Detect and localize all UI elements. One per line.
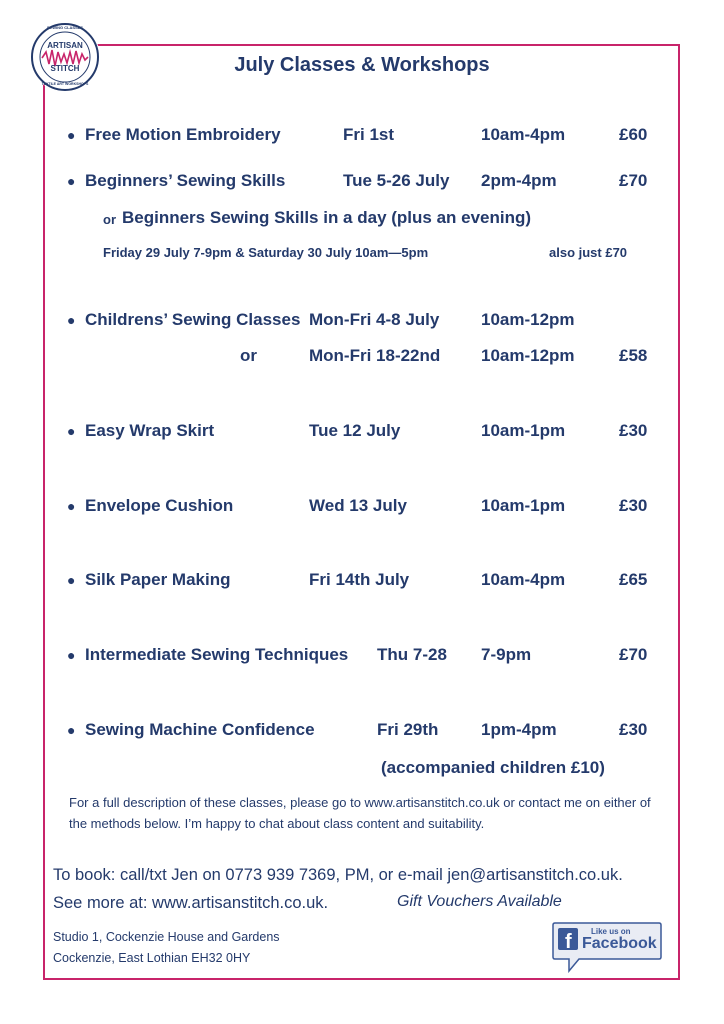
facebook-label: Facebook [582,935,657,952]
class-date: Tue 5-26 July [343,171,450,190]
beginners-alt-dates: Friday 29 July 7-9pm & Saturday 30 July 10am—5pm [103,245,429,260]
class-time: 7-9pm [481,645,532,664]
class-price: £30 [619,496,648,515]
class-time: 10am-1pm [481,496,566,515]
class-name: Silk Paper Making [85,570,231,589]
class-price: £65 [619,570,648,589]
class-date: Wed 13 July [309,496,407,515]
bullet-icon: ● [67,173,76,189]
svg-text:f: f [565,931,572,953]
beginners-alt-price: also just £70 [549,245,628,260]
class-name: Intermediate Sewing Techniques [85,645,349,664]
facebook-like-button[interactable] [551,921,663,973]
beginners-alt-title: Beginners Sewing Skills in a day (plus an evening) [122,208,532,227]
class-date: Tue 12 July [309,421,401,440]
class-price: £60 [619,125,648,144]
class-name: Childrens’ Sewing Classes [85,310,301,329]
beginners-or: or [103,212,116,227]
bullet-icon: ● [67,423,76,439]
page-title: July Classes & Workshops [234,54,490,76]
childrens-or: or [240,346,257,365]
bullet-icon: ● [67,722,76,738]
confidence-note: (accompanied children £10) [381,758,605,777]
class-price: £30 [619,720,648,739]
class-time: 1pm-4pm [481,720,557,739]
childrens-alt-time: 10am-12pm [481,346,575,365]
see-more-text: See more at: www.artisanstitch.co.uk. [53,894,329,912]
class-name: Envelope Cushion [85,496,234,515]
class-date: Thu 7-28 [377,645,447,664]
booking-text: To book: call/txt Jen on 0773 939 7369, PM, or e-mail jen@artisanstitch.co.uk. [53,866,623,884]
description-text: For a full description of these classes, please go to www.artisanstitch.co.uk or contact me on either of the methods below. I’m happy to chat about class content and suitability. [69,795,651,831]
bullet-icon: ● [67,498,76,514]
gift-vouchers-text: Gift Vouchers Available [397,893,562,910]
class-time: 10am-4pm [481,125,566,144]
bullet-icon: ● [67,647,76,663]
class-date: Fri 29th [377,720,439,739]
class-price: £70 [619,171,648,190]
class-time: 10am-1pm [481,421,566,440]
class-price: £30 [619,421,648,440]
class-date: Fri 14th July [309,570,410,589]
class-name: Easy Wrap Skirt [85,421,215,440]
class-date: Mon-Fri 4-8 July [309,310,440,329]
address-line2: Cockenzie, East Lothian EH32 0HY [53,951,251,965]
bullet-icon: ● [67,572,76,588]
logo-brand-line2: STITCH [50,64,80,73]
facebook-small-label: Like us on [591,927,631,936]
class-date: Fri 1st [343,125,395,144]
childrens-alt-price: £58 [619,346,648,365]
class-name: Sewing Machine Confidence [85,720,315,739]
childrens-alt-date: Mon-Fri 18-22nd [309,346,441,365]
class-time: 2pm-4pm [481,171,557,190]
bullet-icon: ● [67,312,76,328]
class-time: 10am-12pm [481,310,575,329]
class-name: Beginners’ Sewing Skills [85,171,286,190]
logo-top-text: SEWING CLASSES [46,25,84,30]
class-price: £70 [619,645,648,664]
class-time: 10am-4pm [481,570,566,589]
logo-brand-line1: ARTISAN [47,41,83,50]
address-line1: Studio 1, Cockenzie House and Gardens [53,930,280,944]
class-name: Free Motion Embroidery [85,125,281,144]
bullet-icon: ● [67,127,76,143]
logo-bottom-text: TEXTILE ART WORKSHOPS [41,82,89,86]
